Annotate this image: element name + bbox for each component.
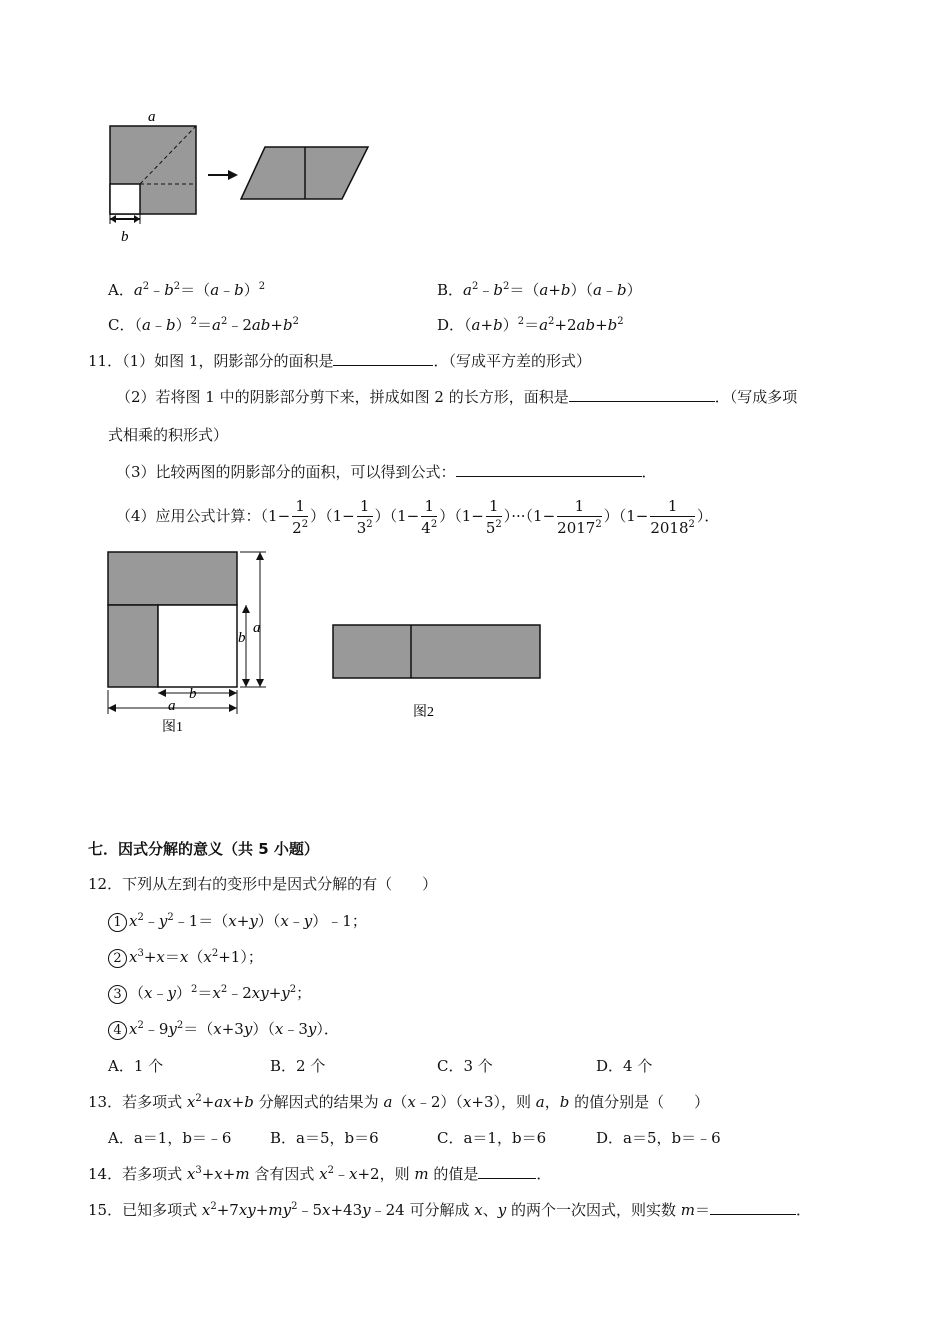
q11-p3-answer-blank[interactable] — [456, 461, 642, 477]
q14-stem: 14．若多项式 $x^3+x+m$ 含有因式 $x^2﹣x+2$，则 m 的值是 ． — [88, 1165, 552, 1183]
q13-option-b[interactable]: B．a＝5，b＝6 — [270, 1129, 379, 1147]
svg-text:b: b — [238, 630, 246, 646]
q13-option-a[interactable]: A．a＝1，b＝﹣6 — [108, 1129, 232, 1147]
fig2-caption: 图2 — [413, 705, 434, 720]
q13-number: 13． — [88, 1093, 123, 1111]
q14-answer-blank[interactable] — [478, 1163, 536, 1179]
q12-item-1: 1 $x^2﹣y^2﹣1=(x+y)(x﹣y)﹣1$； — [108, 910, 367, 932]
q15-stem: 15．已知多项式 $x^2+7xy+my^2﹣5x+43y﹣24$ 可分解成 x、y 的两个一次因式，则实数 m＝ ． — [88, 1201, 811, 1219]
q10-option-b[interactable]: B．$a^2﹣b^2=(a+b)(a﹣b)$ — [437, 281, 642, 299]
fig1-top-shaded — [108, 552, 237, 605]
q11-number: 11． — [88, 352, 123, 370]
q12-item-4: 4 $x^2﹣9y^2=(x+3y)(x﹣3y)$． — [108, 1018, 339, 1040]
q12-number: 12． — [88, 875, 123, 893]
q13-stem: 13．若多项式 $x^2+ax+b$ 分解因式的结果为 a（x﹣2）（x+3），则 a，b 的值分别是（ ） — [88, 1093, 710, 1111]
q15-answer-blank[interactable] — [710, 1199, 796, 1215]
fig-label-a: a — [148, 109, 156, 125]
q11-p2-answer-blank[interactable] — [569, 386, 715, 402]
q13-option-c[interactable]: C．a＝1，b＝6 — [437, 1129, 547, 1147]
fig1-white-square — [158, 605, 237, 687]
q10-option-a[interactable]: A．$a^2﹣b^2=(a﹣b)^2$ — [108, 281, 266, 299]
fig1-left-shaded — [108, 605, 158, 687]
q11-part2-cont: 式相乘的积形式） — [108, 426, 229, 444]
q12-option-a[interactable]: A．1 个 — [108, 1057, 164, 1075]
svg-text:a: a — [168, 698, 176, 714]
q11-p1-answer-blank[interactable] — [333, 350, 433, 366]
q11-part4: （4）应用公式计算：（1− $\frac{1}{2^2}$ ）（1− $\frac{1}{3^2}$ ）（1− $\frac{1}{4^2}$ ）（1− $\frac{1}{5^2}$ ）···（1− $\frac{1}{2017^2}$ ）（1− $\frac{1}{2018^2}$ ）． — [116, 496, 720, 537]
q12-item-2: 2 $x^3+x=x(x^2+1)$； — [108, 946, 263, 968]
q11-part3: （3）比较两图的阴影部分的面积，可以得到公式： ． — [116, 463, 657, 481]
q12-option-b[interactable]: B．2 个 — [270, 1057, 326, 1075]
fig2-rectangle — [333, 625, 540, 678]
svg-text:b: b — [189, 686, 197, 702]
q12-option-c[interactable]: C．3 个 — [437, 1057, 493, 1075]
q11-part1: 11．（1）如图 1，阴影部分的面积是 ．（写成平方差的形式） — [88, 352, 591, 370]
small-white-square — [110, 184, 140, 214]
q12-stem: 12．下列从左到右的变形中是因式分解的有（ ） — [88, 875, 438, 893]
q12-item-3: 3 $(x﹣y)^2=x^2﹣2xy+y^2$； — [108, 982, 311, 1004]
q10-option-c[interactable]: C．$(a﹣b)^2=a^2﹣2ab+b^2$ — [108, 316, 299, 334]
q14-number: 14． — [88, 1165, 123, 1183]
square-to-parallelogram-figure — [100, 105, 380, 250]
q11-part2: （2）若将图 1 中的阴影部分剪下来，拼成如图 2 的长方形，面积是 ．（写成多项 — [116, 388, 798, 406]
q10-option-d[interactable]: D．$(a+b)^2=a^2+2ab+b^2$ — [437, 316, 624, 334]
q15-number: 15． — [88, 1201, 123, 1219]
fig1-caption: 图1 — [162, 720, 183, 735]
q12-option-d[interactable]: D．4 个 — [596, 1057, 653, 1075]
q13-option-d[interactable]: D．a＝5，b＝﹣6 — [596, 1129, 721, 1147]
svg-text:a: a — [253, 620, 261, 636]
section-heading: 七．因式分解的意义（共 5 小题） — [88, 840, 319, 858]
fig-label-b: b — [121, 229, 129, 245]
figure-1-and-2 — [100, 548, 550, 738]
